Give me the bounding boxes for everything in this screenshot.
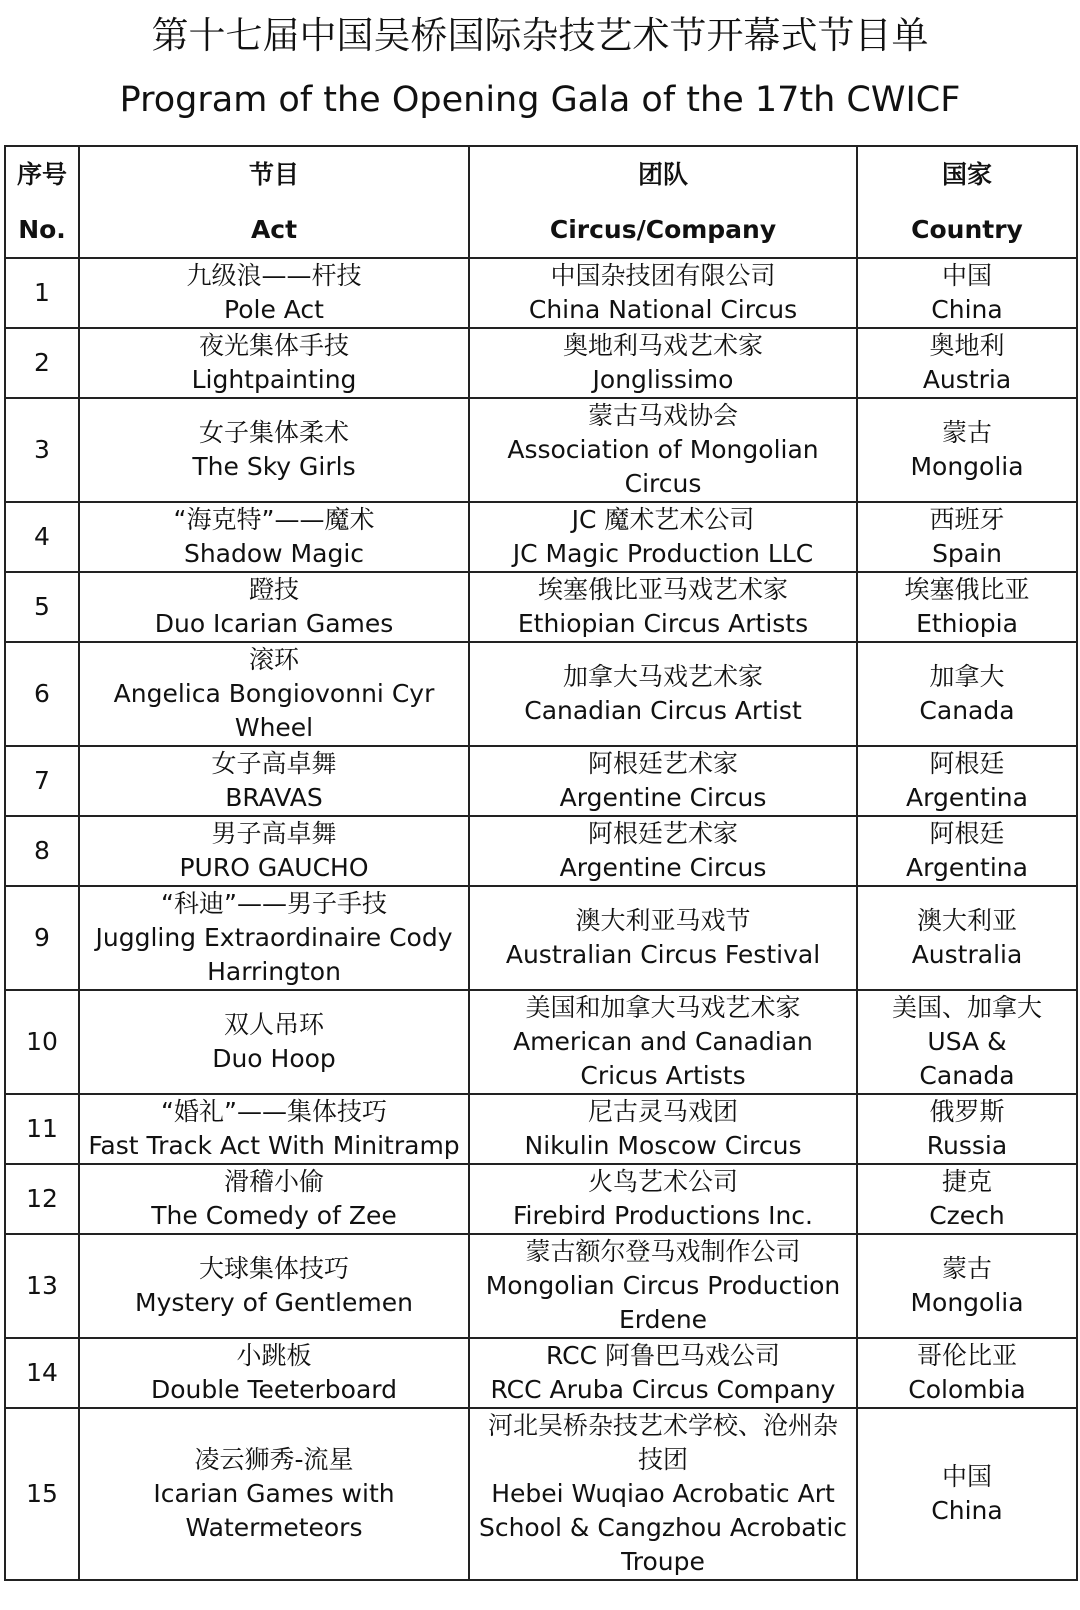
company-line: 阿根廷艺术家 <box>587 749 738 778</box>
act-line: 男子高卓舞 <box>211 819 337 848</box>
act-line: 滑稽小偷 <box>223 1167 324 1196</box>
header-country-cn: 国家 <box>941 160 992 189</box>
table-row <box>5 990 1077 1094</box>
company-line: Firebird Productions Inc. <box>513 1201 813 1230</box>
act-cell <box>79 258 469 328</box>
company-line: Hebei Wuqiao Acrobatic Art <box>491 1479 835 1508</box>
country-line: 澳大利亚 <box>916 906 1017 935</box>
country-line: Austria <box>922 365 1012 394</box>
act-line: Watermeteors <box>185 1513 363 1542</box>
table-row <box>5 1338 1077 1408</box>
company-line: Cricus Artists <box>580 1061 746 1090</box>
company-line: Argentine Circus <box>559 783 767 812</box>
company-line: Argentine Circus <box>559 853 767 882</box>
table-row <box>5 746 1077 816</box>
row-number: 12 <box>5 1164 79 1234</box>
row-number: 1 <box>5 258 79 328</box>
act-line: Wheel <box>234 713 314 742</box>
table-row <box>5 1164 1077 1234</box>
act-line: The Comedy of Zee <box>151 1201 397 1230</box>
country-line: 哥伦比亚 <box>916 1341 1017 1370</box>
act-cell <box>79 1408 469 1580</box>
act-line: “婚礼”——集体技巧 <box>161 1097 387 1126</box>
row-number: 3 <box>5 398 79 502</box>
country-line: 俄罗斯 <box>929 1097 1005 1126</box>
company-line: 加拿大马戏艺术家 <box>562 662 763 691</box>
program-table <box>4 145 1078 1581</box>
country-line: Ethiopia <box>916 609 1018 638</box>
company-line: 技团 <box>637 1445 688 1474</box>
act-line: Angelica Bongiovonni Cyr <box>113 679 435 708</box>
act-line: “海克特”——魔术 <box>173 505 375 534</box>
country-line: 蒙古 <box>941 418 992 447</box>
company-cell <box>469 990 857 1094</box>
act-cell <box>79 1164 469 1234</box>
header-country <box>857 146 1077 258</box>
act-line: Harrington <box>207 957 341 986</box>
company-cell <box>469 398 857 502</box>
header-act-cn: 节目 <box>248 160 299 189</box>
company-line: 河北吴桥杂技艺术学校、沧州杂 <box>487 1411 838 1440</box>
company-cell <box>469 1408 857 1580</box>
country-line: 美国、加拿大 <box>891 993 1042 1022</box>
country-line: 奥地利 <box>929 331 1005 360</box>
company-line: American and Canadian <box>513 1027 813 1056</box>
company-line: RCC 阿鲁巴马戏公司 <box>546 1341 780 1370</box>
company-cell <box>469 502 857 572</box>
country-line: 埃塞俄比亚 <box>904 575 1030 604</box>
act-line: 蹬技 <box>248 575 299 604</box>
country-line: 捷克 <box>941 1167 992 1196</box>
act-cell <box>79 1094 469 1164</box>
row-number: 4 <box>5 502 79 572</box>
country-line: Russia <box>926 1131 1008 1160</box>
company-line: Mongolian Circus Production <box>485 1271 841 1300</box>
country-line: 中国 <box>941 261 992 290</box>
company-line: School & Cangzhou Acrobatic <box>478 1513 848 1542</box>
company-cell <box>469 816 857 886</box>
company-line: 尼古灵马戏团 <box>587 1097 738 1126</box>
company-line: 美国和加拿大马戏艺术家 <box>525 993 801 1022</box>
country-line: Czech <box>929 1201 1005 1230</box>
header-number-cn: 序号 <box>16 160 67 189</box>
country-cell <box>857 886 1077 990</box>
country-cell <box>857 1408 1077 1580</box>
row-number: 10 <box>5 990 79 1094</box>
company-line: 埃塞俄比亚马戏艺术家 <box>537 575 788 604</box>
act-line: Shadow Magic <box>183 539 365 568</box>
company-line: Erdene <box>618 1305 708 1334</box>
act-line: BRAVAS <box>225 783 323 812</box>
company-line: 蒙古额尔登马戏制作公司 <box>525 1237 801 1266</box>
act-line: Fast Track Act With Minitramp <box>88 1131 460 1160</box>
table-row <box>5 572 1077 642</box>
header-company-en: Circus/Company <box>549 215 777 244</box>
company-cell <box>469 642 857 746</box>
table-row <box>5 1234 1077 1338</box>
row-number: 15 <box>5 1408 79 1580</box>
company-cell <box>469 1094 857 1164</box>
table-row <box>5 328 1077 398</box>
country-cell <box>857 642 1077 746</box>
company-cell <box>469 258 857 328</box>
table-header-row <box>5 146 1077 258</box>
act-line: Duo Icarian Games <box>154 609 394 638</box>
act-cell <box>79 1234 469 1338</box>
company-cell <box>469 886 857 990</box>
table-row <box>5 502 1077 572</box>
country-cell <box>857 1094 1077 1164</box>
country-line: 阿根廷 <box>929 749 1005 778</box>
row-number: 13 <box>5 1234 79 1338</box>
company-line: Troupe <box>621 1547 705 1576</box>
table-row <box>5 258 1077 328</box>
act-line: Mystery of Gentlemen <box>135 1288 413 1317</box>
company-cell <box>469 1164 857 1234</box>
act-cell <box>79 642 469 746</box>
company-cell <box>469 572 857 642</box>
act-cell <box>79 572 469 642</box>
act-cell <box>79 886 469 990</box>
country-line: Canada <box>919 1061 1015 1090</box>
country-line: Australia <box>911 940 1023 969</box>
table-row <box>5 886 1077 990</box>
row-number: 11 <box>5 1094 79 1164</box>
act-cell <box>79 502 469 572</box>
company-line: JC Magic Production LLC <box>512 539 814 568</box>
country-line: USA & <box>927 1027 1007 1056</box>
company-line: 蒙古马戏协会 <box>587 401 738 430</box>
row-number: 8 <box>5 816 79 886</box>
act-cell <box>79 398 469 502</box>
table-row <box>5 816 1077 886</box>
company-line: China National Circus <box>528 295 798 324</box>
act-line: 女子集体柔术 <box>198 418 349 447</box>
country-cell <box>857 816 1077 886</box>
row-number: 14 <box>5 1338 79 1408</box>
country-line: Argentina <box>906 783 1028 812</box>
company-cell <box>469 746 857 816</box>
company-line: 中国杂技团有限公司 <box>550 261 776 290</box>
header-act-en: Act <box>250 215 298 244</box>
act-line: PURO GAUCHO <box>179 853 369 882</box>
row-number: 7 <box>5 746 79 816</box>
company-line: Nikulin Moscow Circus <box>524 1131 802 1160</box>
act-line: Lightpainting <box>191 365 357 394</box>
country-cell <box>857 258 1077 328</box>
company-line: Ethiopian Circus Artists <box>517 609 809 638</box>
table-row <box>5 398 1077 502</box>
act-line: Icarian Games with <box>153 1479 395 1508</box>
act-line: Double Teeterboard <box>151 1375 397 1404</box>
company-line: 澳大利亚马戏节 <box>575 906 751 935</box>
company-cell <box>469 1338 857 1408</box>
company-line: RCC Aruba Circus Company <box>490 1375 836 1404</box>
act-line: 女子高卓舞 <box>211 749 337 778</box>
company-cell <box>469 1234 857 1338</box>
header-number <box>5 146 79 258</box>
company-line: 火鸟艺术公司 <box>587 1167 738 1196</box>
country-cell <box>857 328 1077 398</box>
company-line: Canadian Circus Artist <box>524 696 802 725</box>
country-cell <box>857 572 1077 642</box>
company-line: 奥地利马戏艺术家 <box>562 331 763 360</box>
row-number: 5 <box>5 572 79 642</box>
act-cell <box>79 990 469 1094</box>
act-line: Duo Hoop <box>212 1044 336 1073</box>
country-line: 阿根廷 <box>929 819 1005 848</box>
act-line: The Sky Girls <box>192 452 356 481</box>
country-cell <box>857 502 1077 572</box>
country-cell <box>857 1164 1077 1234</box>
country-line: Canada <box>919 696 1015 725</box>
country-line: 西班牙 <box>929 505 1005 534</box>
country-cell <box>857 990 1077 1094</box>
act-cell <box>79 746 469 816</box>
header-company-cn: 团队 <box>637 160 688 189</box>
program-table-body <box>5 258 1077 1580</box>
country-line: 中国 <box>941 1462 992 1491</box>
header-act <box>79 146 469 258</box>
act-line: 双人吊环 <box>223 1010 324 1039</box>
country-line: Argentina <box>906 853 1028 882</box>
page-title-english: Program of the Opening Gala of the 17th CWICF <box>119 80 961 120</box>
act-line: 九级浪——杆技 <box>186 261 362 290</box>
header-country-en: Country <box>911 215 1023 244</box>
act-line: Juggling Extraordinaire Cody <box>95 923 453 952</box>
country-line: China <box>931 295 1003 324</box>
row-number: 6 <box>5 642 79 746</box>
country-line: Spain <box>932 539 1002 568</box>
act-line: 大球集体技巧 <box>198 1254 349 1283</box>
company-line: Australian Circus Festival <box>505 940 821 969</box>
act-cell <box>79 1338 469 1408</box>
company-line: 阿根廷艺术家 <box>587 819 738 848</box>
company-line: Circus <box>624 469 702 498</box>
table-row <box>5 642 1077 746</box>
act-line: 小跳板 <box>236 1341 312 1370</box>
country-line: Colombia <box>908 1375 1026 1404</box>
header-number-en: No. <box>18 215 66 244</box>
row-number: 2 <box>5 328 79 398</box>
country-line: China <box>931 1496 1003 1525</box>
country-cell <box>857 746 1077 816</box>
country-line: 加拿大 <box>929 662 1005 691</box>
country-line: 蒙古 <box>941 1254 992 1283</box>
company-line: Association of Mongolian <box>507 435 819 464</box>
act-line: 凌云狮秀-流星 <box>194 1445 354 1474</box>
country-cell <box>857 398 1077 502</box>
page-title-chinese: 第十七届中国吴桥国际杂技艺术节开幕式节目单 <box>151 14 929 57</box>
company-line: Jonglissimo <box>592 365 734 394</box>
act-cell <box>79 816 469 886</box>
country-cell <box>857 1234 1077 1338</box>
header-company <box>469 146 857 258</box>
company-cell <box>469 328 857 398</box>
act-cell <box>79 328 469 398</box>
table-row <box>5 1408 1077 1580</box>
row-number: 9 <box>5 886 79 990</box>
act-line: 滚环 <box>248 645 299 674</box>
act-line: Pole Act <box>224 295 324 324</box>
act-line: “科迪”——男子手技 <box>161 889 387 918</box>
country-cell <box>857 1338 1077 1408</box>
table-row <box>5 1094 1077 1164</box>
company-line: JC 魔术艺术公司 <box>571 505 755 534</box>
country-line: Mongolia <box>910 452 1024 481</box>
country-line: Mongolia <box>910 1288 1024 1317</box>
act-line: 夜光集体手技 <box>198 331 349 360</box>
